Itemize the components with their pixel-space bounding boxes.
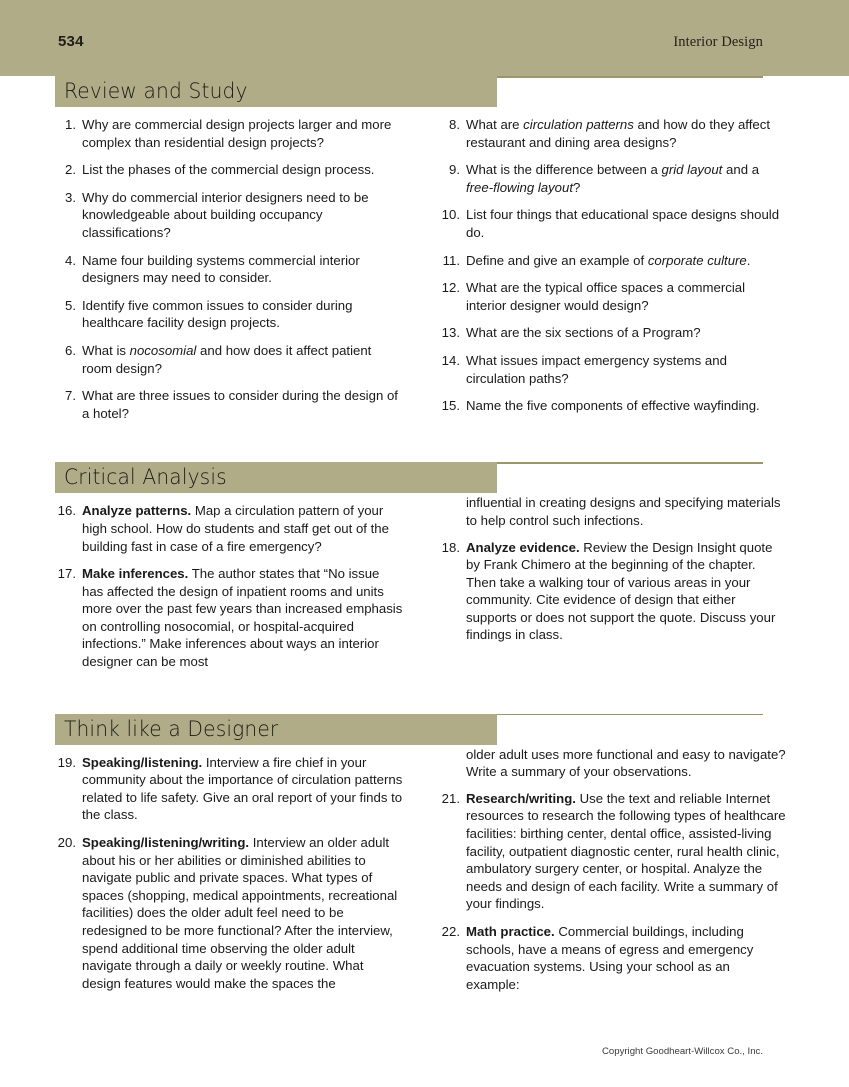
question-number: 11. — [442, 252, 460, 268]
question-item — [55, 387, 403, 422]
question-number: 16. — [57, 503, 76, 519]
question-text — [82, 189, 403, 242]
key-term: nocosomial — [129, 342, 197, 358]
question-text — [82, 565, 403, 671]
question-item — [439, 352, 787, 387]
text-run: What are the six sections of a Program? — [466, 325, 701, 341]
question-number: 4. — [65, 252, 76, 268]
question-text — [466, 324, 787, 342]
question-lead-in: Speaking/listening/writing. — [82, 835, 250, 851]
text-run: Interview a fire chief in your community about the importance of circulation patterns related to life safety. Give an oral report of your finds to the class. — [82, 754, 403, 823]
question-item — [439, 397, 787, 415]
question-item — [55, 297, 403, 332]
key-term: corporate culture — [647, 252, 747, 268]
question-number: 1. — [65, 117, 76, 132]
question-text — [82, 116, 403, 151]
text-run: Map a circulation pattern of your high school. How do students and staff get out of the building fast in case of a fire emergency? — [82, 503, 389, 554]
question-lead-in: Math practice. — [466, 924, 555, 939]
key-term: circulation patterns — [523, 117, 634, 132]
question-text — [82, 297, 403, 332]
left-column — [55, 107, 403, 422]
question-number: 5. — [65, 297, 76, 313]
question-item — [439, 161, 787, 196]
question-text — [82, 161, 403, 179]
question-number: 15. — [441, 398, 460, 414]
section-think-like-a-designer — [0, 714, 849, 994]
text-run: Interview an older adult about his or her abilities or diminished abilities to navigate public and private spaces. What types of spaces (shopping, medical appointments, recreational facilities) does the older adult feel need to be redesigned to be more functional? After the interview, spend additional time observing the older adult navigate through a daily or weekly routine. What design features would make the spaces the — [82, 835, 398, 991]
text-run: The author states that “No issue has affected the design of inpatient rooms and units more over the past few years than increased emphasis on controlling nosocomial, or hospital-acquired infections.” Make inferences about ways an interior designer can be most — [82, 566, 403, 670]
page-header-band — [0, 0, 849, 76]
question-text — [466, 252, 787, 270]
question-number: 20. — [57, 835, 76, 851]
question-item — [55, 189, 403, 242]
question-item — [439, 252, 787, 270]
question-item — [55, 502, 403, 555]
question-number: 2. — [65, 162, 76, 178]
text-run: Name four building systems commercial interior designers may need to consider. — [82, 252, 360, 286]
text-run: What is the difference between a — [466, 162, 662, 178]
right-column — [439, 745, 787, 994]
question-item — [55, 342, 403, 377]
text-run: What issues impact emergency systems and circulation paths? — [466, 352, 727, 386]
column-continuation-text: influential in creating designs and specifying materials to help control such infections. — [466, 495, 781, 528]
text-run: Name the five components of effective wayfinding. — [466, 398, 760, 414]
section-title: Critical Analysis — [64, 465, 227, 491]
text-run: Review the Design Insight quote by Frank Chimero at the beginning of the chapter. Then take a walking tour of various areas in your community. Cite evidence of design that either supports or does not support the quote. Discuss your findings in class. — [466, 539, 776, 643]
question-lead-in: Analyze patterns. — [82, 503, 192, 519]
key-term: grid layout — [661, 162, 723, 178]
question-item — [55, 754, 403, 824]
question-text — [466, 116, 787, 151]
section-spacer — [0, 671, 849, 714]
question-lead-in: Speaking/listening. — [82, 754, 203, 770]
column-continuation-text: older adult uses more functional and easy to navigate? Write a summary of your observations. — [466, 746, 786, 780]
text-run: Identify five common issues to consider during healthcare facility design projects. — [82, 297, 353, 331]
question-item — [439, 116, 787, 151]
text-run: and how do they affect restaurant and dining area designs? — [466, 117, 770, 150]
question-text — [82, 252, 403, 287]
question-text — [82, 387, 403, 422]
question-item — [55, 834, 403, 992]
two-column-layout — [55, 493, 781, 670]
question-lead-in: Research/writing. — [466, 790, 576, 806]
question-text — [466, 161, 787, 196]
text-run: What are the typical office spaces a commercial interior designer would design? — [466, 280, 746, 313]
section-heading-bar — [55, 462, 763, 493]
text-run: What are — [466, 117, 524, 132]
section-review-and-study — [0, 76, 849, 422]
question-item — [439, 923, 787, 993]
question-number: 7. — [65, 388, 76, 404]
question-text — [466, 352, 787, 387]
question-number: 14. — [441, 352, 460, 368]
question-list — [439, 116, 787, 415]
question-lead-in: Analyze evidence. — [466, 539, 580, 555]
question-number: 10. — [441, 207, 460, 223]
question-number: 6. — [65, 342, 76, 358]
question-text — [82, 502, 403, 555]
text-run: Define and give an example of — [466, 252, 648, 268]
text-run: and a — [722, 162, 760, 178]
text-run: ? — [573, 179, 581, 195]
question-number: 13. — [441, 325, 460, 341]
question-text — [82, 754, 403, 824]
section-title: Think like a Designer — [64, 716, 279, 742]
question-number: 21. — [441, 790, 460, 806]
question-text — [466, 206, 787, 241]
section-title: Review and Study — [64, 79, 248, 104]
question-list — [55, 116, 403, 422]
question-text — [466, 397, 787, 415]
text-run: . — [746, 252, 751, 268]
question-item — [439, 539, 787, 645]
running-head: Interior Design — [673, 34, 763, 50]
question-item — [439, 790, 787, 913]
text-run: Why are commercial design projects larger and more complex than residential design projects? — [82, 117, 392, 150]
two-column-layout — [55, 745, 786, 994]
question-text — [466, 923, 787, 993]
question-number: 9. — [449, 162, 460, 178]
question-text — [82, 834, 403, 992]
question-lead-in: Make inferences. — [82, 566, 189, 582]
section-critical-analysis — [0, 462, 849, 670]
question-item — [55, 252, 403, 287]
right-column — [439, 493, 787, 670]
question-item — [439, 206, 787, 241]
page-number: 534 — [58, 33, 84, 50]
text-run: List four things that educational space designs should do. — [466, 207, 780, 240]
right-column — [439, 107, 787, 422]
section-heading-bar — [55, 76, 763, 107]
key-term: free-flowing layout — [466, 179, 574, 195]
question-text — [466, 279, 787, 314]
text-run: and how does it affect patient room design? — [82, 342, 372, 376]
question-item — [55, 161, 403, 179]
question-number: 3. — [65, 189, 76, 205]
question-list — [439, 539, 787, 645]
text-run: Commercial buildings, including schools, have a means of egress and emergency evacuation systems. Using your school as an example: — [466, 924, 754, 992]
text-run: What is — [82, 342, 130, 358]
left-column — [55, 493, 403, 670]
question-text — [466, 790, 787, 913]
section-spacer — [0, 422, 849, 462]
left-column — [55, 745, 403, 994]
text-run: Why do commercial interior designers need to be knowledgeable about building occupancy classifications? — [82, 189, 369, 240]
question-item — [439, 324, 787, 342]
question-text — [82, 342, 403, 377]
page-content — [0, 76, 849, 993]
heading-rule — [497, 76, 763, 78]
question-item — [55, 565, 403, 671]
question-number: 19. — [57, 754, 76, 770]
text-run: List the phases of the commercial design process. — [82, 162, 375, 178]
question-item — [439, 279, 787, 314]
heading-rule — [497, 714, 763, 716]
text-run: Use the text and reliable Internet resources to research the following types of healthcare facilities: birthing center, dental office, assisted-living facility, outpatient diagnostic center, rural health clinic, ambulatory surgery center, or hospital. Analyze the needs and design of each facility. Write a summary of your findings. — [466, 790, 786, 912]
question-text — [466, 539, 787, 645]
two-column-layout — [55, 107, 780, 422]
question-item — [55, 116, 403, 151]
question-number: 12. — [441, 280, 460, 296]
heading-rule — [497, 462, 763, 464]
question-number: 18. — [441, 539, 460, 555]
text-run: What are three issues to consider during the design of a hotel? — [82, 388, 398, 421]
question-number: 8. — [449, 117, 460, 132]
question-list — [439, 790, 787, 994]
section-heading-bar — [55, 714, 763, 745]
copyright-notice: Copyright Goodheart-Willcox Co., Inc. — [601, 1046, 763, 1057]
question-number: 22. — [441, 924, 460, 939]
question-list — [55, 754, 403, 993]
question-list — [55, 502, 403, 670]
question-number: 17. — [57, 566, 76, 582]
